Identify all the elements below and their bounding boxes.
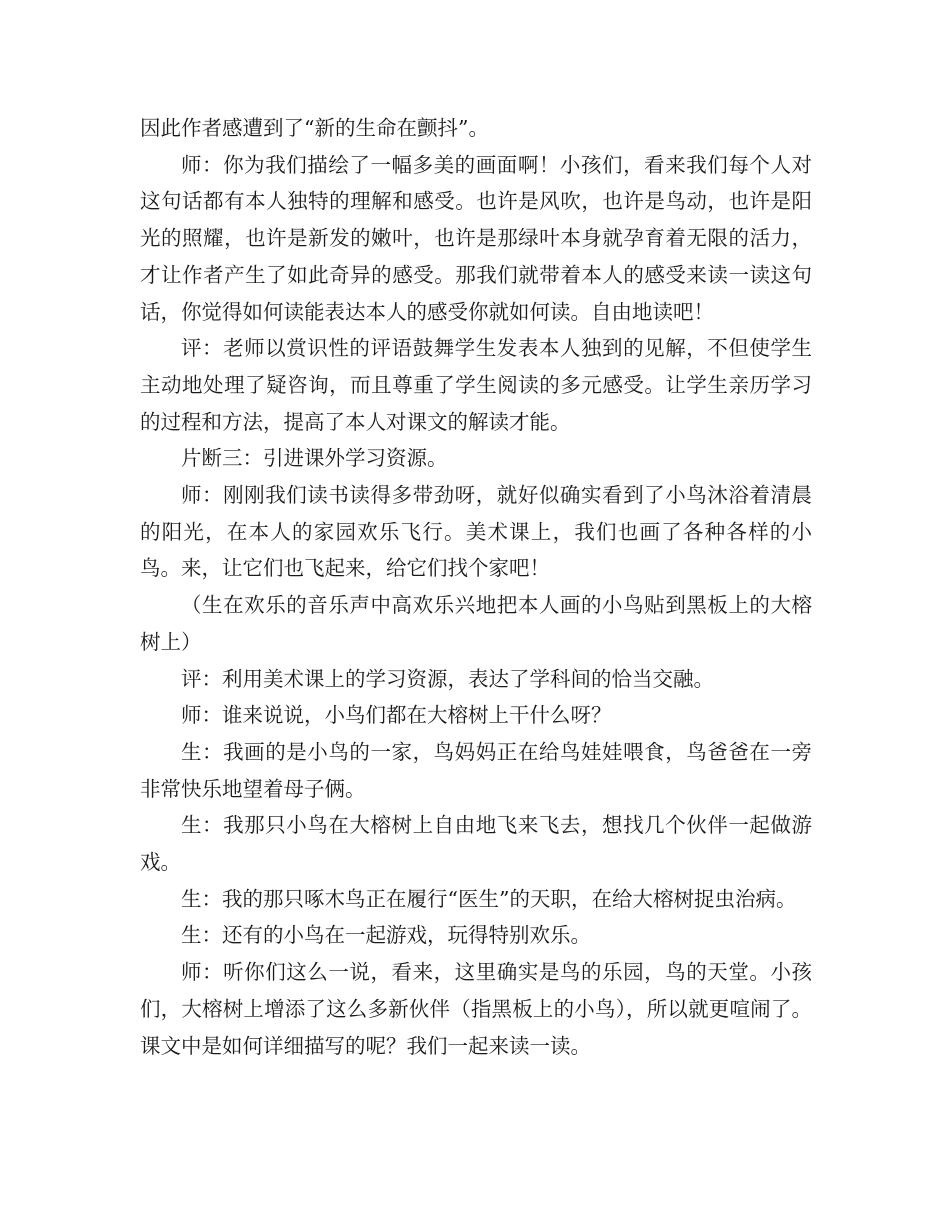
paragraph-10: 生：我那只小鸟在大榕树上自由地飞来飞去，想找几个伙伴一起做游戏。 [140,813,812,875]
paragraph-13: 师：听你们这么一说，看来，这里确实是鸟的乐园，鸟的天堂。小孩们，大榕树上增添了这么多新伙伴（指黑板上的小鸟），所以就更喧闹了。课文中是如何详细描写的呢？我们一起来读一读。 [140,960,812,1058]
paragraph-7: 评：利用美术课上的学习资源，表达了学科间的恰当交融。 [181,666,714,691]
paragraph-11: 生：我的那只啄木鸟正在履行“医生”的天职，在给大榕树捉虫治病。 [181,886,797,911]
document-page [140,110,812,1064]
paragraph-3: 评：老师以赏识性的评语鼓舞学生发表本人独到的见解，不但使学生主动地处理了疑咨询，而且尊重了学生阅读的多元感受。让学生亲历学习的过程和方法，提高了本人对课文的解读才能。 [140,336,812,434]
paragraph-4: 片断三：引进课外学习资源。 [181,446,448,471]
paragraph-6: （生在欢乐的音乐声中高欢乐兴地把本人画的小鸟贴到黑板上的大榕树上） [140,593,812,654]
paragraph-12: 生：还有的小鸟在一起游戏，玩得特别欢乐。 [181,923,591,948]
paragraph-8: 师：谁来说说，小鸟们都在大榕树上干什么呀？ [181,703,612,728]
paragraph-1: 因此作者感遭到了“新的生命在颤抖”。 [140,116,489,140]
paragraph-9: 生：我画的是小鸟的一家，鸟妈妈正在给鸟娃娃喂食，鸟爸爸在一旁非常快乐地望着母子俩。 [140,739,812,801]
paragraph-5: 师：刚刚我们读书读得多带劲呀，就好似确实看到了小鸟沐浴着清晨的阳光，在本人的家园欢乐飞行。美术课上，我们也画了各种各样的小鸟。来，让它们也飞起来，给它们找个家吧！ [140,483,812,581]
paragraph-2: 师：你为我们描绘了一幅多美的画面啊！小孩们，看来我们每个人对这句话都有本人独特的理解和感受。也许是风吹，也许是鸟动，也许是阳光的照耀，也许是新发的嫩叶，也许是那绿叶本身就孕育着无限的活力，才让作者产生了如此奇异的感受。那我们就带着本人的感受来读一读这句话，你觉得如何读能表达本人的感受你就如何读。自由地读吧！ [140,152,812,324]
